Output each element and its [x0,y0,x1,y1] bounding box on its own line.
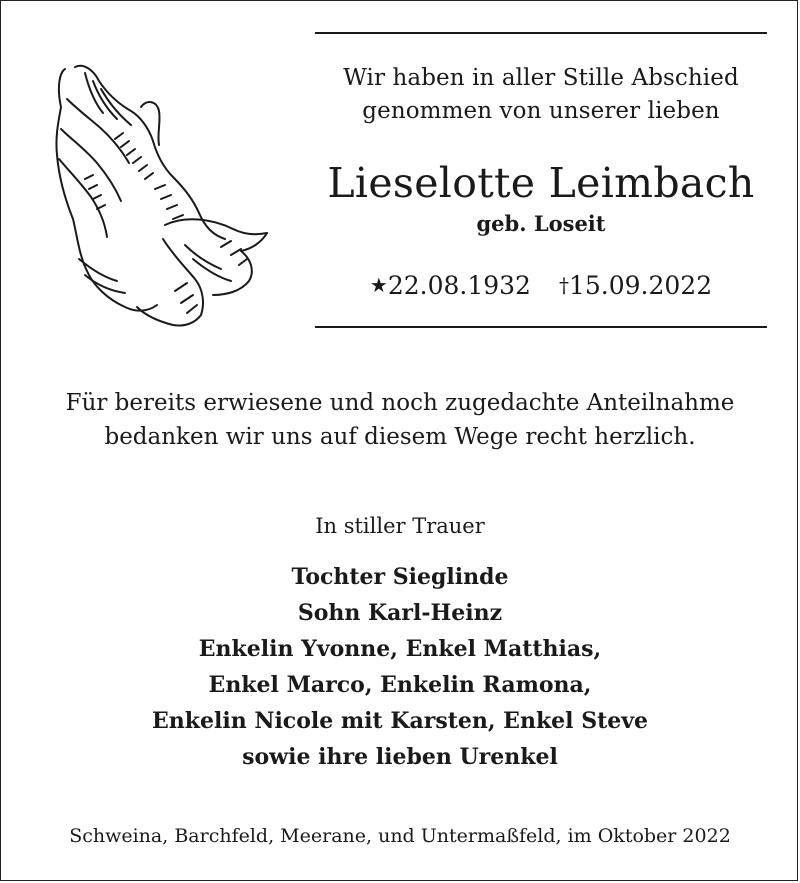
mourner-line: Enkelin Nicole mit Karsten, Enkel Steve [151,708,649,734]
place-and-date: Schweina, Barchfeld, Meerane, und Untermaßfeld, im Oktober 2022 [69,825,731,847]
deceased-name: Lieselotte Leimbach [327,159,755,207]
mourning-label: In stiller Trauer [315,514,485,538]
mourner-line: sowie ihre lieben Urenkel [242,744,558,770]
thanks-line-1: Für bereits erwiesene und noch zugedachte Anteilnahme [65,390,735,416]
mourner-line: Sohn Karl-Heinz [297,600,503,626]
mourner-line: Tochter Sieglinde [291,564,509,590]
mourning-section [1,511,799,775]
mourners-list [1,559,799,775]
header-section [1,1,799,361]
maiden-name: geb. Loseit [476,211,606,236]
header-text-block [315,32,767,328]
thanks-text [1,386,799,454]
mourner-line: Enkel Marco, Enkelin Ramona, [208,672,592,698]
death-cross-icon: † [558,273,569,297]
mourner-line: Enkelin Yvonne, Enkel Matthias, [198,636,602,662]
birth-star-icon: ★ [369,273,388,297]
top-divider [315,32,767,34]
death-date: 15.09.2022 [568,271,713,300]
bottom-divider [315,326,767,328]
intro-line-2: genommen von unserer lieben [362,98,720,124]
birth-date: 22.08.1932 [387,271,531,300]
intro-line-1: Wir haben in aller Stille Abschied [343,65,739,91]
life-dates [315,269,767,302]
praying-hands-icon [45,59,275,329]
thanks-line-2: bedanken wir uns auf diesem Wege recht herzlich. [104,424,696,450]
intro-text [315,62,767,128]
